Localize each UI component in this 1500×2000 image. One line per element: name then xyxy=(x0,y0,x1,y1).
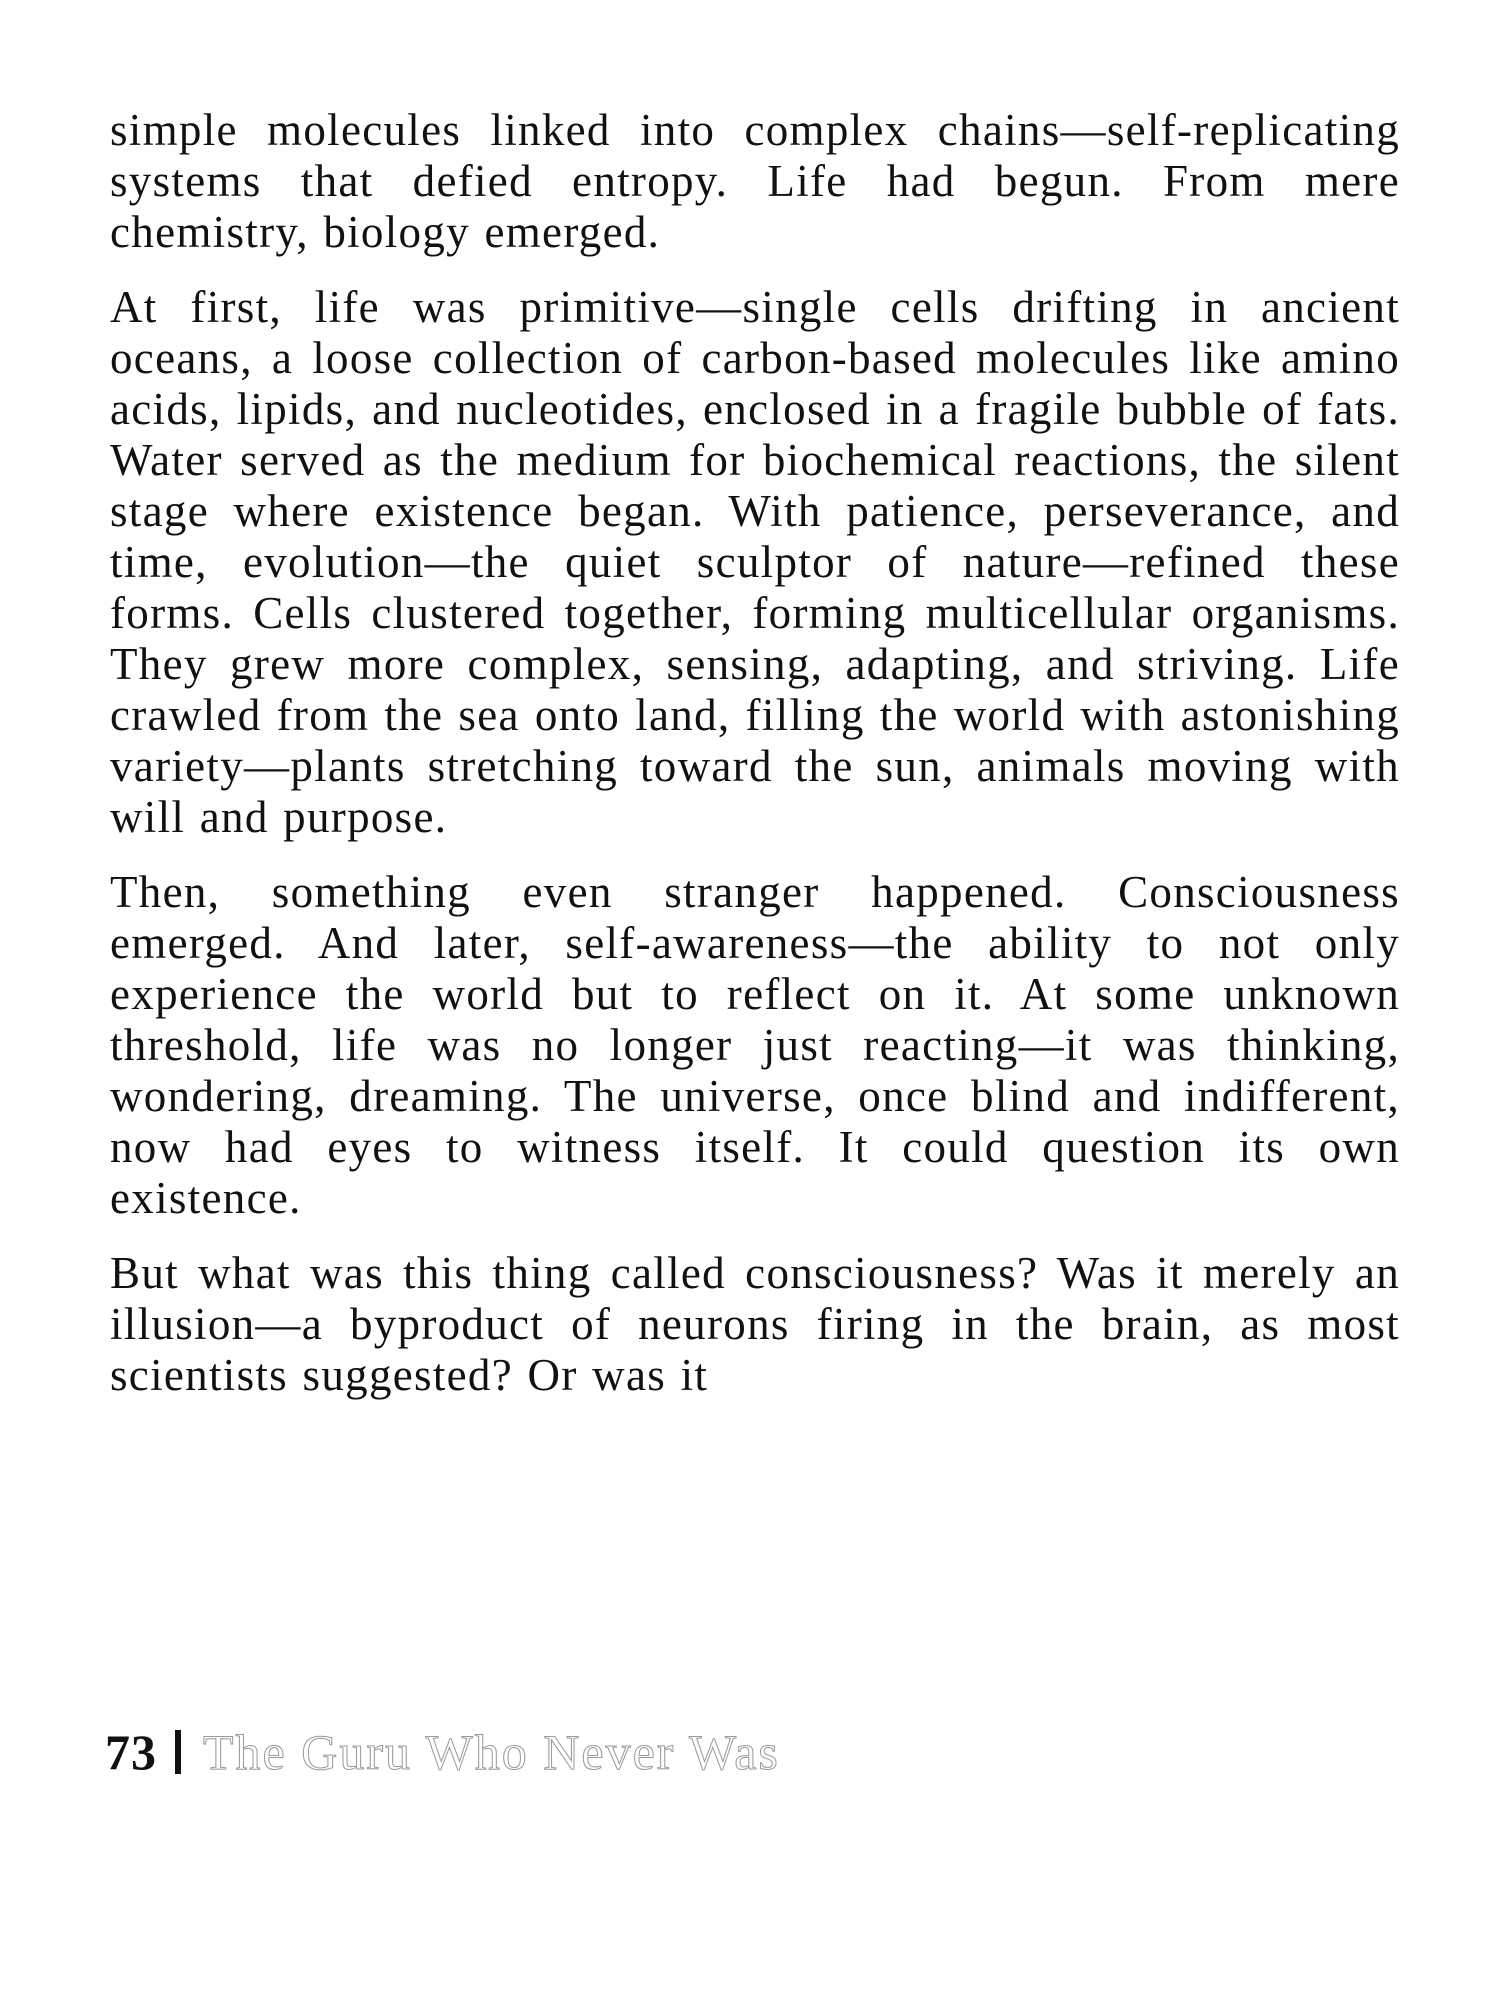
page-footer xyxy=(105,1722,780,1782)
footer-separator xyxy=(175,1730,181,1774)
paragraph-2: At first, life was primitive—single cells drifting in ancient oceans, a loose collection of carbon-based molecules like amino acids, lipids, and nucleotides, enclosed in a fragile bubble of fats. Water served as the medium for biochemical reactions, the silent stage where existence began. With patience, perseverance, and time, evolution—the quiet sculptor of nature—refined these forms. Cells clustered together, forming multicellular organisms. They grew more complex, sensing, adapting, and striving. Life crawled from the sea onto land, filling the world with astonishing variety—plants stretching toward the sun, animals moving with will and purpose. xyxy=(110,282,1400,842)
paragraph-4: But what was this thing called consciousness? Was it merely an illusion—a byproduct of neurons firing in the brain, as most scientists suggested? Or was it xyxy=(110,1248,1400,1400)
body-text xyxy=(110,105,1400,1425)
running-book-title: The Guru Who Never Was xyxy=(203,1724,780,1780)
paragraph-3: Then, something even stranger happened. Consciousness emerged. And later, self-awareness—the ability to not only experience the world but to reflect on it. At some unknown threshold, life was no longer just reacting—it was thinking, wondering, dreaming. The universe, once blind and indifferent, now had eyes to witness itself. It could question its own existence. xyxy=(110,867,1400,1223)
page-number: 73 xyxy=(105,1724,157,1780)
paragraph-1: simple molecules linked into complex chains—self-replicating systems that defied entropy. Life had begun. From mere chemistry, biology emerged. xyxy=(110,105,1400,257)
